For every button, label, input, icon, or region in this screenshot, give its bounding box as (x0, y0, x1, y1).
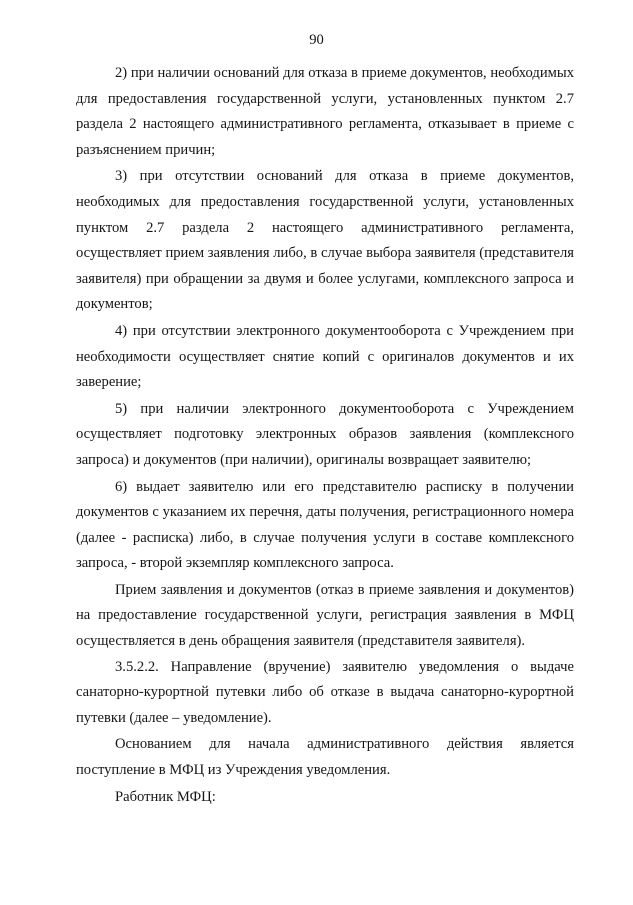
paragraph-mfc-worker: Работник МФЦ: (115, 788, 216, 805)
paragraph-item-5: 5) при наличии электронного документооборота с Учреждением осуществляет подготовку электронных образов заявления (комплексного запроса) и документов (при наличии), оригиналы возвращает заявителю; (76, 400, 574, 468)
paragraph-item-4: 4) при отсутствии электронного документооборота с Учреждением при необходимости осуществляет снятие копий с оригиналов документов и их заверение; (76, 322, 574, 391)
paragraph-basis: Основанием для начала административного действия является поступление в МФЦ из Учреждения уведомления. (76, 736, 574, 779)
paragraph-section-3-5-2-2: 3.5.2.2. Направление (вручение) заявителю уведомления о выдаче санаторно-курортной путевки либо об отказе в выдача санаторно-курортной путевки (далее – уведомление). (76, 658, 574, 726)
paragraph-item-2: 2) при наличии оснований для отказа в приеме документов, необходимых для предоставления государственной услуги, установленных пунктом 2.7 раздела 2 настоящего административного регламента, отказывает в приеме с разъяснением причин; (76, 65, 574, 158)
paragraph-reception: Прием заявления и документов (отказ в приеме заявления и документов) на предоставление государственной услуги, регистрация заявления в МФЦ осуществляется в день обращения заявителя (представителя заявителя). (76, 581, 574, 650)
paragraph-item-6: 6) выдает заявителю или его представителю расписку в получении документов с указанием их перечня, даты получения, регистрационного номера (далее - расписка) либо, в случае получения услуги в составе комплексного запроса, - второй экземпляр комплексного запроса. (76, 478, 574, 572)
document-body (76, 61, 574, 810)
paragraph-item-3: 3) при отсутствии оснований для отказа в приеме документов, необходимых для предоставления государственной услуги, установленных пунктом 2.7 раздела 2 настоящего административного регламента, осуществляет прием заявления либо, в случае выбора заявителя (представителя заявителя) при обращении за двумя и более услугами, комплексного запроса и документов; (76, 168, 574, 313)
page-number: 90 (309, 32, 324, 48)
